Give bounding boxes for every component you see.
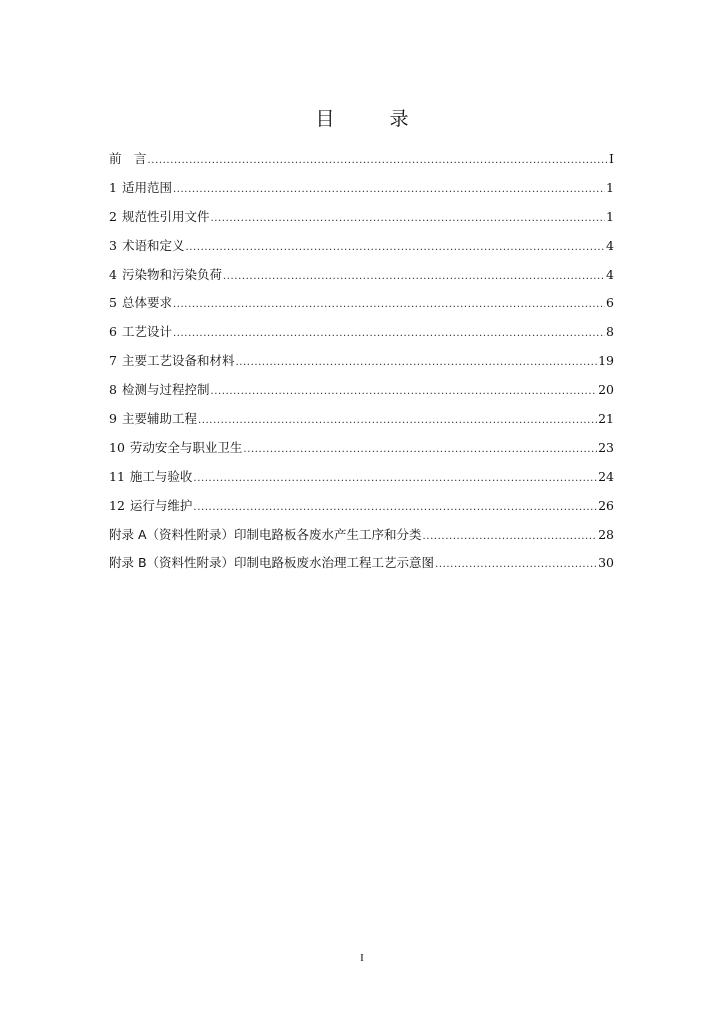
toc-entry-page: 24 (598, 468, 614, 484)
toc-entry-label (109, 497, 192, 515)
toc-entry-number: 5 (109, 295, 117, 311)
page-number: I (360, 952, 364, 964)
toc-entry-title: 适用范围 (121, 179, 172, 195)
toc-entry-label (109, 468, 192, 486)
toc-entry[interactable] (109, 497, 614, 526)
toc-entry[interactable] (109, 150, 614, 179)
toc-title: 目 录 (315, 108, 427, 130)
toc-entry-label (109, 179, 172, 197)
toc-entry-page: 1 (606, 208, 614, 224)
toc-leader-dots (210, 210, 605, 228)
toc-entry-number: 2 (109, 208, 117, 224)
toc-entry-label (109, 323, 172, 341)
toc-entry[interactable] (109, 439, 614, 468)
toc-leader-dots (235, 354, 597, 372)
toc-entry-appendix-a[interactable] (109, 526, 614, 555)
toc-entry-page: 4 (606, 237, 614, 253)
toc-entry-appendix-b[interactable] (109, 554, 614, 583)
toc-entry-label (109, 237, 184, 255)
toc-leader-dots (173, 181, 605, 199)
toc-leader-dots (193, 499, 597, 517)
toc-entry-title: 规范性引用文件 (121, 208, 210, 224)
toc-leader-dots (185, 239, 605, 257)
toc-entry-number: 11 (109, 468, 125, 484)
toc-entry[interactable] (109, 179, 614, 208)
toc-leader-dots (243, 441, 597, 459)
toc-entry-title: 前 言 (109, 151, 147, 166)
toc-entry-label (109, 294, 172, 312)
toc-leader-dots (423, 528, 598, 546)
toc-entry[interactable] (109, 468, 614, 497)
toc-entry-label (109, 381, 209, 399)
toc-entry-number: 7 (109, 353, 117, 369)
toc-entry-label (109, 352, 234, 370)
toc-leader-dots (193, 470, 597, 488)
toc-entry-title: 附录 B（资料性附录）印制电路板废水治理工程工艺示意图 (109, 555, 435, 571)
toc-entry-number: 8 (109, 382, 117, 398)
toc-entry-number: 12 (109, 497, 125, 513)
toc-entry-title: 术语和定义 (121, 237, 185, 253)
toc-leader-dots (435, 556, 597, 574)
toc-leader-dots (173, 325, 605, 343)
toc-entry[interactable] (109, 410, 614, 439)
toc-entry[interactable] (109, 352, 614, 381)
toc-entry-title: 主要辅助工程 (121, 411, 197, 427)
toc-entry-title: 主要工艺设备和材料 (121, 353, 235, 369)
toc-entry-page: I (609, 151, 614, 166)
toc-entry-page: 19 (598, 353, 614, 369)
toc-leader-dots (210, 383, 597, 401)
toc-entry-label (109, 150, 147, 168)
toc-entry[interactable] (109, 323, 614, 352)
toc-entry-page: 30 (598, 555, 614, 571)
toc-leader-dots (198, 412, 597, 430)
toc-entry-label (109, 526, 422, 544)
toc-entry-number: 4 (109, 266, 117, 282)
toc-entry-title: 运行与维护 (129, 497, 193, 513)
toc-entry-title: 劳动安全与职业卫生 (129, 439, 243, 455)
toc-entry-title: 检测与过程控制 (121, 382, 210, 398)
toc-entry-number: 3 (109, 237, 117, 253)
toc-entry-page: 1 (606, 179, 614, 195)
toc-entry-number: 1 (109, 179, 117, 195)
toc-entry-label (109, 208, 209, 226)
toc-entry-number: 6 (109, 324, 117, 340)
toc-entry-label (109, 266, 222, 284)
toc-entry[interactable] (109, 266, 614, 295)
toc-entry-number: 10 (109, 439, 125, 455)
toc-entry-page: 28 (598, 526, 614, 542)
toc-entry-page: 4 (606, 266, 614, 282)
toc-list (109, 150, 614, 583)
toc-leader-dots (148, 152, 609, 170)
toc-entry-label (109, 554, 434, 572)
toc-leader-dots (223, 268, 605, 286)
toc-entry[interactable] (109, 237, 614, 266)
toc-entry-label (109, 439, 242, 457)
toc-entry-title: 附录 A（资料性附录）印制电路板各废水产生工序和分类 (109, 526, 422, 542)
toc-entry-page: 21 (598, 411, 614, 427)
toc-entry-title: 总体要求 (121, 295, 172, 311)
toc-leader-dots (173, 296, 605, 314)
toc-entry-page: 23 (598, 439, 614, 455)
toc-entry-number: 9 (109, 411, 117, 427)
toc-entry-page: 20 (598, 382, 614, 398)
toc-entry[interactable] (109, 294, 614, 323)
toc-entry-label (109, 410, 197, 428)
toc-entry-page: 6 (606, 295, 614, 311)
toc-entry[interactable] (109, 381, 614, 410)
toc-entry-title: 施工与验收 (129, 468, 193, 484)
toc-entry-title: 工艺设计 (121, 324, 172, 340)
toc-entry-page: 26 (598, 497, 614, 513)
toc-entry-page: 8 (606, 324, 614, 340)
toc-entry[interactable] (109, 208, 614, 237)
toc-entry-title: 污染物和污染负荷 (121, 266, 222, 282)
